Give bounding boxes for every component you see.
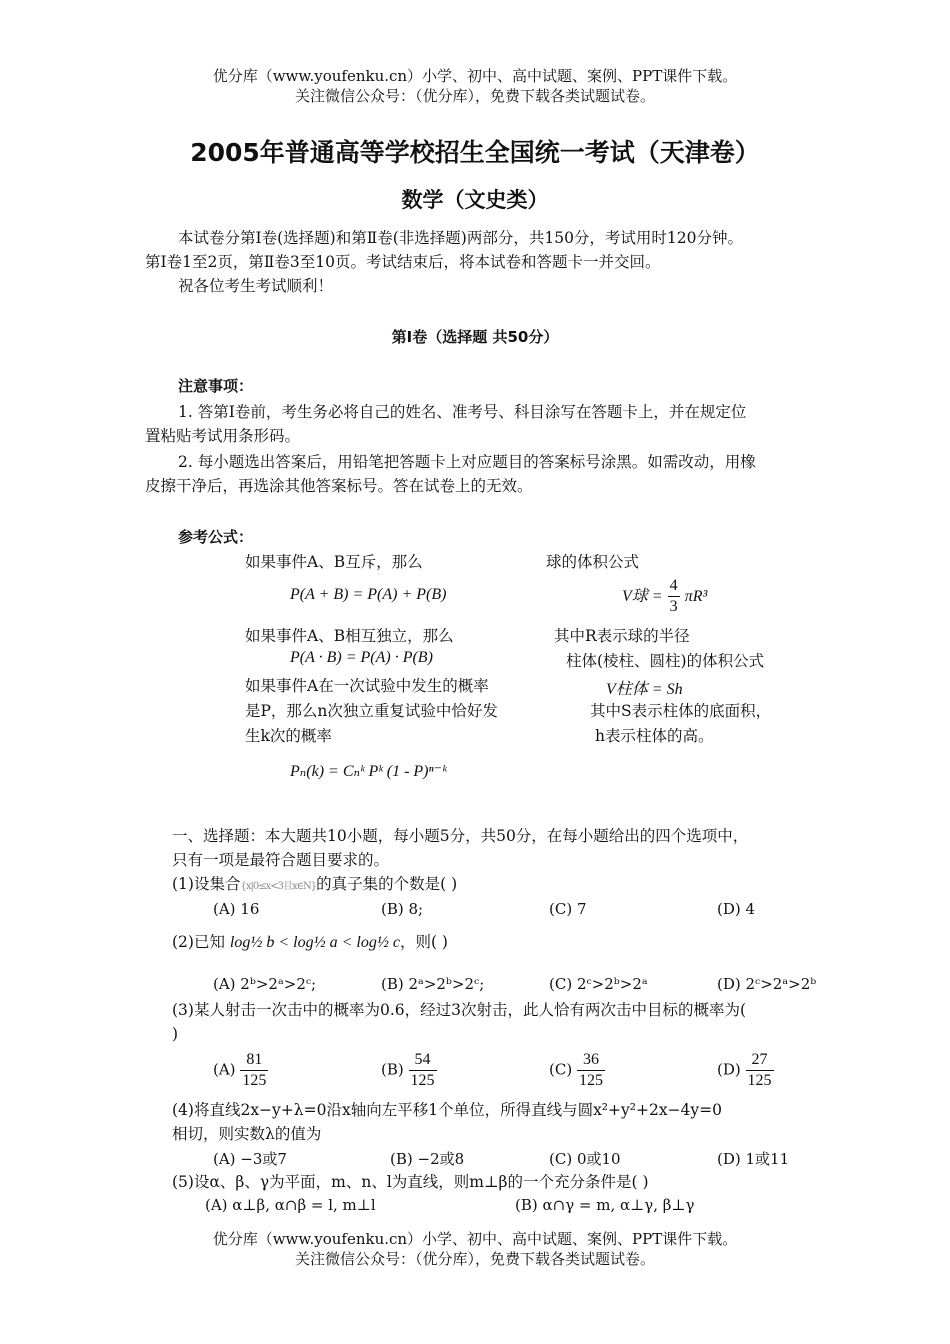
formula-sphere-note: 其中R表示球的半径 bbox=[554, 627, 690, 645]
formula-sphere-label: 球的体积公式 bbox=[546, 553, 640, 571]
intro-line-2: 第Ⅰ卷1至2页，第Ⅱ卷3至10页。考试结束后，将本试卷和答题卡一并交回。 bbox=[145, 253, 661, 271]
question-2-expression: log½ b < log½ a < log½ c bbox=[229, 934, 400, 951]
formula-multiplication: P(A · B) = P(A) · P(B) bbox=[290, 649, 433, 666]
formula-prism-label: 柱体(棱柱、圆柱)的体积公式 bbox=[566, 652, 765, 670]
q3-c-den: 125 bbox=[578, 1072, 603, 1089]
formula-title: 参考公式： bbox=[178, 528, 254, 546]
q3-a-num: 81 bbox=[240, 1050, 268, 1071]
q2-option-d[interactable]: (D) 2ᶜ>2ᵃ>2ᵇ bbox=[717, 975, 817, 993]
question-1-text: (1)设集合 bbox=[172, 875, 241, 893]
q3-d-num: 27 bbox=[746, 1050, 774, 1071]
q1-option-b[interactable]: (B) 8; bbox=[381, 900, 424, 918]
formula-sphere bbox=[622, 576, 707, 617]
formula-label-independent: 如果事件A、B相互独立，那么 bbox=[245, 627, 454, 645]
sphere-fraction bbox=[668, 576, 680, 617]
q3-option-c-fraction bbox=[577, 1050, 605, 1091]
q3-b-den: 125 bbox=[410, 1072, 435, 1089]
formula-label-prob-3: 生k次的概率 bbox=[245, 727, 332, 745]
formula-prism-note-1: 其中S表示柱体的底面积， bbox=[590, 702, 772, 720]
q3-option-c[interactable] bbox=[549, 1050, 605, 1091]
section-intro-2: 只有一项是最符合题目要求的。 bbox=[172, 851, 390, 869]
question-5: (5)设α、β、γ为平面，m、n、l为直线，则m⊥β的一个充分条件是( ) bbox=[172, 1173, 649, 1191]
q3-option-d-fraction bbox=[746, 1050, 774, 1091]
formula-prism-note-2: h表示柱体的高。 bbox=[595, 727, 714, 745]
q2-option-c[interactable]: (C) 2ᶜ>2ᵇ>2ᵃ bbox=[549, 975, 648, 993]
question-2-tail: ，则( ) bbox=[399, 933, 448, 951]
q3-option-b-label: (B) bbox=[381, 1060, 404, 1079]
q4-option-d[interactable]: (D) 1或11 bbox=[717, 1150, 790, 1168]
q3-option-b[interactable] bbox=[381, 1050, 437, 1091]
footer-line-2: 关注微信公众号：（优分库），免费下载各类试题试卷。 bbox=[294, 1250, 655, 1268]
q4-option-a[interactable]: (A) −3或7 bbox=[213, 1150, 287, 1168]
question-1-tail: 的真子集的个数是( ) bbox=[316, 875, 458, 893]
q3-option-a-label: (A) bbox=[213, 1060, 236, 1079]
footer-line-1: 优分库（www.youfenku.cn）小学、初中、高中试题、案例、PPT课件下载。 bbox=[212, 1230, 738, 1248]
question-3-line-2: ) bbox=[172, 1025, 179, 1043]
formula-addition: P(A + B) = P(A) + P(B) bbox=[290, 586, 447, 603]
q3-option-a[interactable] bbox=[213, 1050, 268, 1091]
q4-option-c[interactable]: (C) 0或10 bbox=[549, 1150, 621, 1168]
question-1-set: {x|0≤x<3且x∈N} bbox=[240, 881, 317, 892]
question-2 bbox=[172, 930, 448, 955]
document-title: 2005年普通高等学校招生全国统一考试（天津卷） bbox=[190, 138, 760, 167]
notice-1a: 1. 答第Ⅰ卷前，考生务必将自己的姓名、准考号、科目涂写在答题卡上，并在规定位 bbox=[178, 403, 747, 421]
question-2-text: (2)已知 bbox=[172, 933, 225, 951]
notice-2b: 皮擦干净后，再选涂其他答案标号。答在试卷上的无效。 bbox=[145, 477, 533, 495]
notice-2a: 2. 每小题选出答案后，用铅笔把答题卡上对应题目的答案标号涂黑。如需改动，用橡 bbox=[178, 453, 756, 471]
q3-b-num: 54 bbox=[409, 1050, 437, 1071]
q4-option-b[interactable]: (B) −2或8 bbox=[390, 1150, 465, 1168]
q5-option-b[interactable]: (B) α∩γ = m, α⊥γ, β⊥γ bbox=[515, 1196, 695, 1214]
sphere-volume-right: πR³ bbox=[684, 588, 708, 605]
formula-label-prob-2: 是P，那么n次独立重复试验中恰好发 bbox=[245, 702, 498, 720]
formula-label-prob-1: 如果事件A在一次试验中发生的概率 bbox=[245, 677, 489, 695]
q1-option-c[interactable]: (C) 7 bbox=[549, 900, 587, 918]
q1-option-a[interactable]: (A) 16 bbox=[213, 900, 260, 918]
header-line-2: 关注微信公众号：（优分库），免费下载各类试题试卷。 bbox=[294, 87, 655, 105]
notice-title: 注意事项： bbox=[178, 377, 254, 395]
sphere-fraction-num: 4 bbox=[668, 576, 680, 597]
q2-option-a[interactable]: (A) 2ᵇ>2ᵃ>2ᶜ; bbox=[213, 975, 317, 993]
section-intro-1: 一、选择题：本大题共10小题，每小题5分，共50分，在每小题给出的四个选项中， bbox=[172, 827, 749, 845]
q3-option-a-fraction bbox=[240, 1050, 268, 1091]
q3-option-c-label: (C) bbox=[549, 1060, 573, 1079]
q3-a-den: 125 bbox=[242, 1072, 267, 1089]
formula-label-mutex: 如果事件A、B互斥，那么 bbox=[245, 553, 423, 571]
q3-c-num: 36 bbox=[577, 1050, 605, 1071]
q3-option-b-fraction bbox=[409, 1050, 437, 1091]
part-one-heading: 第Ⅰ卷（选择题 共50分） bbox=[391, 328, 559, 346]
question-4-line-2: 相切，则实数λ的值为 bbox=[172, 1125, 322, 1143]
q3-option-d[interactable] bbox=[717, 1050, 774, 1091]
q3-d-den: 125 bbox=[747, 1072, 772, 1089]
q1-option-d[interactable]: (D) 4 bbox=[717, 900, 756, 918]
question-1 bbox=[172, 872, 457, 899]
formula-binomial: Pₙ(k) = Cₙᵏ Pᵏ (1 - P)ⁿ⁻ᵏ bbox=[290, 763, 447, 780]
header-line-1: 优分库（www.youfenku.cn）小学、初中、高中试题、案例、PPT课件下载。 bbox=[212, 67, 738, 85]
q2-option-b[interactable]: (B) 2ᵃ>2ᵇ>2ᶜ; bbox=[381, 975, 485, 993]
intro-line-1: 本试卷分第Ⅰ卷(选择题)和第Ⅱ卷(非选择题)两部分，共150分，考试用时120分钟。 bbox=[178, 229, 744, 247]
q5-option-a[interactable]: (A) α⊥β, α∩β = l, m⊥l bbox=[205, 1196, 376, 1214]
intro-line-3: 祝各位考生考试顺利！ bbox=[178, 277, 334, 295]
notice-1b: 置粘贴考试用条形码。 bbox=[145, 427, 301, 445]
question-4-line-1: (4)将直线2x−y+λ=0沿x轴向左平移1个单位，所得直线与圆x²+y²+2x−4y=0 bbox=[172, 1101, 723, 1119]
document-subtitle: 数学（文史类） bbox=[401, 188, 549, 212]
question-3-line-1: (3)某人射击一次击中的概率为0.6，经过3次射击，此人恰有两次击中目标的概率为( bbox=[172, 1001, 747, 1019]
formula-prism: V柱体 = Sh bbox=[606, 681, 683, 698]
sphere-volume-left: V球 = bbox=[622, 588, 663, 605]
sphere-fraction-den: 3 bbox=[669, 598, 678, 615]
q3-option-d-label: (D) bbox=[717, 1060, 741, 1079]
